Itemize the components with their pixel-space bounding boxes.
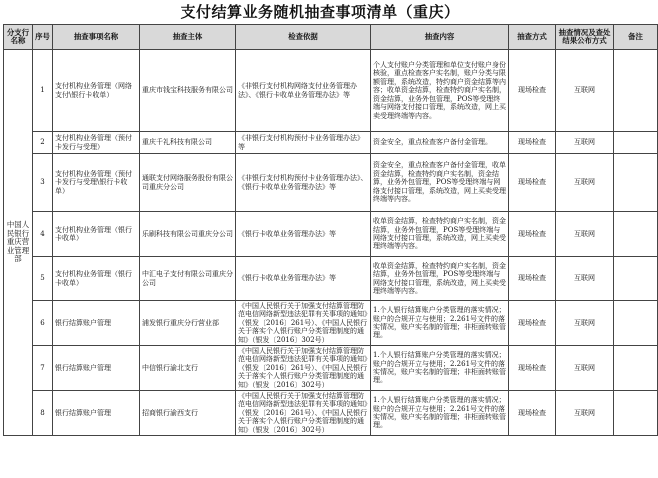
header-branch: 分支行名称 bbox=[4, 25, 33, 50]
row-item: 支付机构业务管理（预付卡发行与受理\银行卡收单） bbox=[53, 154, 140, 212]
row-number: 7 bbox=[33, 346, 53, 391]
row-method: 现场检查 bbox=[509, 212, 556, 257]
row-subject: 招商银行渝西支行 bbox=[140, 391, 236, 436]
row-item: 支付机构业务管理（网络支付\银行卡收单） bbox=[53, 50, 140, 132]
row-number: 4 bbox=[33, 212, 53, 257]
row-content: 1.个人银行结算账户分类管理的落实情况；账户的合规开立与使用；2.261号文件的落实情况，账户实名制的管理；非柜面转账管理。 bbox=[371, 301, 509, 346]
header-item: 抽查事项名称 bbox=[53, 25, 140, 50]
row-number: 2 bbox=[33, 132, 53, 154]
row-subject: 通联支付网络服务股份有限公司重庆分公司 bbox=[140, 154, 236, 212]
row-content: 1.个人银行结算账户分类管理的落实情况；账户的合规开立与使用；2.261号文件的落实情况，账户实名制的管理；非柜面转账管理。 bbox=[371, 391, 509, 436]
row-publish: 互联网 bbox=[556, 257, 614, 301]
row-item: 银行结算账户管理 bbox=[53, 391, 140, 436]
row-method: 现场检查 bbox=[509, 391, 556, 436]
row-item: 支付机构业务管理（预付卡发行与受理） bbox=[53, 132, 140, 154]
row-publish: 互联网 bbox=[556, 132, 614, 154]
header-basis: 检查依据 bbox=[236, 25, 371, 50]
row-remark bbox=[614, 257, 658, 301]
row-remark bbox=[614, 50, 658, 132]
row-publish: 互联网 bbox=[556, 50, 614, 132]
row-subject: 重庆千礼科技有限公司 bbox=[140, 132, 236, 154]
row-subject: 中汇电子支付有限公司重庆分公司 bbox=[140, 257, 236, 301]
row-method: 现场检查 bbox=[509, 301, 556, 346]
row-method: 现场检查 bbox=[509, 346, 556, 391]
row-subject: 浦发银行重庆分行营业部 bbox=[140, 301, 236, 346]
row-publish: 互联网 bbox=[556, 154, 614, 212]
table-row bbox=[4, 132, 658, 154]
row-basis: 《中国人民银行关于加强支付结算管理防范电信网络新型违法犯罪有关事项的通知》（银发〔2016〕261号）、《中国人民银行关于落实个人银行账户分类管理制度的通知》（银发〔2016〕302号） bbox=[236, 301, 371, 346]
header-method: 抽查方式 bbox=[509, 25, 556, 50]
row-basis: 《银行卡收单业务管理办法》等 bbox=[236, 257, 371, 301]
row-publish: 互联网 bbox=[556, 346, 614, 391]
row-subject: 乐刷科技有限公司重庆分公司 bbox=[140, 212, 236, 257]
row-method: 现场检查 bbox=[509, 50, 556, 132]
table-row bbox=[4, 346, 658, 391]
row-number: 6 bbox=[33, 301, 53, 346]
row-content: 收单资金结算，检查特约商户实名制，资金结算，业务外包管理，POS等受理终端与网络支付接口管理，系统改造，网上买卖受理终端等内容。 bbox=[371, 257, 509, 301]
row-basis: 《非银行支付机构预付卡业务管理办法》、《银行卡收单业务管理办法》等 bbox=[236, 154, 371, 212]
row-number: 5 bbox=[33, 257, 53, 301]
table-row bbox=[4, 391, 658, 436]
table-row bbox=[4, 212, 658, 257]
row-remark bbox=[614, 346, 658, 391]
row-basis: 《非银行支付机构预付卡业务管理办法》等 bbox=[236, 132, 371, 154]
table-row bbox=[4, 257, 658, 301]
table-row bbox=[4, 50, 658, 132]
row-remark bbox=[614, 391, 658, 436]
page-title: 支付结算业务随机抽查事项清单（重庆） bbox=[180, 3, 460, 21]
row-item: 支付机构业务管理（银行卡收单） bbox=[53, 212, 140, 257]
row-method: 现场检查 bbox=[509, 257, 556, 301]
table-header-row bbox=[4, 25, 658, 50]
row-subject: 中信银行渝北支行 bbox=[140, 346, 236, 391]
row-method: 现场检查 bbox=[509, 154, 556, 212]
row-number: 8 bbox=[33, 391, 53, 436]
row-item: 银行结算账户管理 bbox=[53, 346, 140, 391]
row-basis: 《中国人民银行关于加强支付结算管理防范电信网络新型违法犯罪有关事项的通知》（银发〔2016〕261号）、《中国人民银行关于落实个人银行账户分类管理制度的通知》（银发〔2016〕302号） bbox=[236, 391, 371, 436]
row-publish: 互联网 bbox=[556, 391, 614, 436]
row-item: 支付机构业务管理（银行卡收单） bbox=[53, 257, 140, 301]
row-basis: 《非银行支付机构网络支付业务管理办法》、《银行卡收单业务管理办法》等 bbox=[236, 50, 371, 132]
row-number: 1 bbox=[33, 50, 53, 132]
row-basis: 《中国人民银行关于加强支付结算管理防范电信网络新型违法犯罪有关事项的通知》（银发〔2016〕261号）、《中国人民银行关于落实个人银行账户分类管理制度的通知》（银发〔2016〕302号） bbox=[236, 346, 371, 391]
row-remark bbox=[614, 212, 658, 257]
row-remark bbox=[614, 132, 658, 154]
table-row bbox=[4, 154, 658, 212]
row-content: 个人支付账户分类管理和单位支付账户身份核验，重点检查客户实名制，账户分类与限额管理，系统改造，特约商户资金结算等内容；收单资金结算，检查特约商户实名制，资金结算，业务外包管理，POS等受理终端与网络支付接口管理，系统改造，网上买卖受理终端等内容。 bbox=[371, 50, 509, 132]
table-row bbox=[4, 301, 658, 346]
row-content: 收单资金结算，检查特约商户实名制，资金结算，业务外包管理，POS等受理终端与网络支付接口管理，系统改造，网上买卖受理终端等内容。 bbox=[371, 212, 509, 257]
row-subject: 重庆市钱宝科技服务有限公司 bbox=[140, 50, 236, 132]
department-cell: 中国人民银行重庆营业管理部 bbox=[4, 50, 33, 436]
row-content: 资金安全，重点检查客户备付金管理，收单资金结算，检查特约商户实名制，资金结算，业务外包管理，POS等受理终端与网络支付接口管理，系统改造，网上买卖受理终端等内容。 bbox=[371, 154, 509, 212]
header-subject: 抽查主体 bbox=[140, 25, 236, 50]
inspection-table bbox=[3, 24, 658, 436]
row-content: 1.个人银行结算账户分类管理的落实情况；账户的合规开立与使用；2.261号文件的落实情况，账户实名制的管理；非柜面转账管理。 bbox=[371, 346, 509, 391]
row-method: 现场检查 bbox=[509, 132, 556, 154]
row-remark bbox=[614, 154, 658, 212]
row-item: 银行结算账户管理 bbox=[53, 301, 140, 346]
header-number: 序号 bbox=[33, 25, 53, 50]
row-basis: 《银行卡收单业务管理办法》等 bbox=[236, 212, 371, 257]
row-remark bbox=[614, 301, 658, 346]
row-number: 3 bbox=[33, 154, 53, 212]
row-publish: 互联网 bbox=[556, 212, 614, 257]
header-publish: 抽查情况及查处结果公布方式 bbox=[556, 25, 614, 50]
row-content: 资金安全，重点检查客户备付金管理。 bbox=[371, 132, 509, 154]
row-publish: 互联网 bbox=[556, 301, 614, 346]
header-remark: 备注 bbox=[614, 25, 658, 50]
header-content: 抽查内容 bbox=[371, 25, 509, 50]
